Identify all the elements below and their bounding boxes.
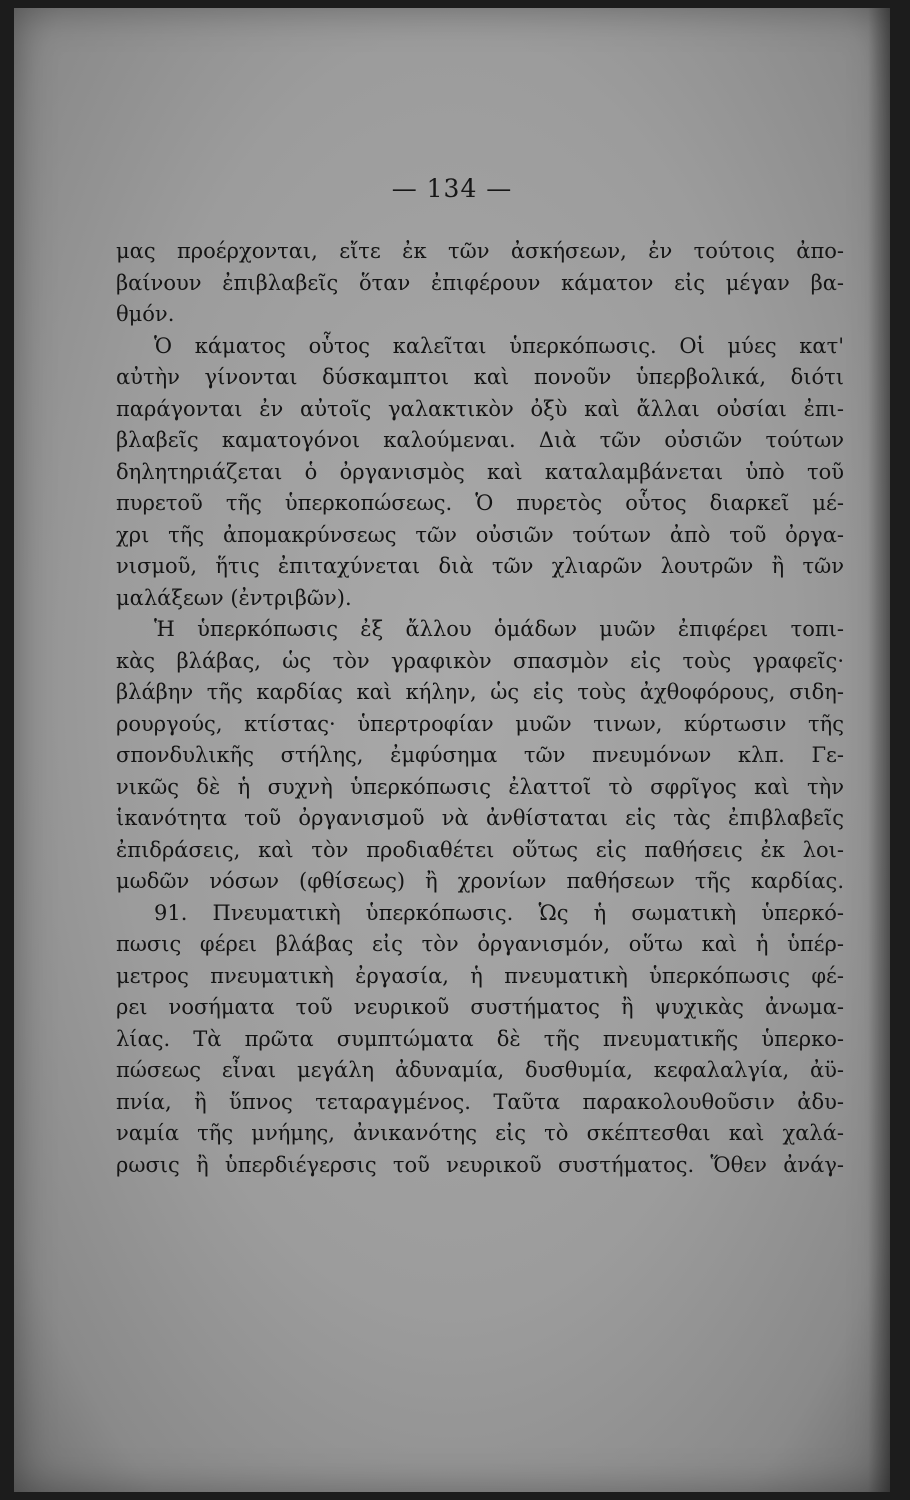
text-line: αὐτὴν γίνονται δύσκαμπτοι καὶ πονοῦν ὑπερβολικά, διότι [116,365,844,389]
text-line: πώσεως εἶναι μεγάλη ἀδυναμία, δυσθυμία, κεφαλαλγία, ἀϋ- [116,1058,844,1082]
text-line: πωσις φέρει βλάβας εἰς τὸν ὀργανισμόν, οὕτω καὶ ἡ ὑπέρ- [116,932,844,956]
text-line: ἱκανότητα τοῦ ὀργανισμοῦ νὰ ἀνθίσταται εἰς τὰς ἐπιβλαβεῖς [116,806,844,830]
text-line: Ἡ ὑπερκόπωσις ἐξ ἄλλου ὁμάδων μυῶν ἐπιφέρει τοπι- [154,617,844,641]
text-line: πνία, ἢ ὕπνος τεταραγμένος. Ταῦτα παρακολουθοῦσιν ἀδυ- [116,1089,844,1114]
page-edge-shadow [868,8,890,1492]
text-line: δηλητηριάζεται ὁ ὀργανισμὸς καὶ καταλαμβάνεται ὑπὸ τοῦ [116,459,844,484]
text-line: νισμοῦ, ἥτις ἐπιταχύνεται διὰ τῶν χλιαρῶν λουτρῶν ἢ τῶν [116,554,844,578]
text-line: παράγονται ἐν αὐτοῖς γαλακτικὸν ὀξὺ καὶ ἄλλαι οὐσίαι ἐπι- [116,396,844,421]
text-line: ναμία τῆς μνήμης, ἀνικανότης εἰς τὸ σκέπτεσθαι καὶ χαλά- [116,1121,844,1145]
text-line: 91. Πνευματικὴ ὑπερκόπωσις. Ὡς ἡ σωματικὴ ὑπερκό- [154,900,844,925]
text-line: ρει νοσήματα τοῦ νευρικοῦ συστήματος ἢ ψυχικὰς ἀνωμα- [116,995,844,1019]
text-line: βλαβεῖς καματογόνοι καλούμεναι. Διὰ τῶν οὐσιῶν τούτων [116,428,844,452]
text-line: μας προέρχονται, εἴτε ἐκ τῶν ἀσκήσεων, ἐν τούτοις ἀπο- [116,239,844,263]
text-line: θμόν. [116,302,175,326]
text-line: νικῶς δὲ ἡ συχνὴ ὑπερκόπωσις ἐλαττοῖ τὸ σφρῖγος καὶ τὴν [116,774,844,799]
text-line: σπονδυλικῆς στήλης, ἐμφύσημα τῶν πνευμόνων κλπ. Γε- [116,743,844,767]
book-page [14,8,890,1492]
page-number: — 134 — [391,174,513,203]
text-line: μαλάξεων (ἐντριβῶν). [116,585,352,610]
text-line: κὰς βλάβας, ὡς τὸν γραφικὸν σπασμὸν εἰς τοὺς γραφεῖς· [116,648,844,673]
text-line: ρωσις ἢ ὑπερδιέγερσις τοῦ νευρικοῦ συστήματος. Ὅθεν ἀνάγ- [116,1152,844,1177]
text-line: βαίνουν ἐπιβλαβεῖς ὅταν ἐπιφέρουν κάματον εἰς μέγαν βα- [116,270,844,295]
body-text [116,236,844,1181]
text-line: ἐπιδράσεις, καὶ τὸν προδιαθέτει οὕτως εἰς παθήσεις ἐκ λοι- [116,837,844,862]
text-line: Ὁ κάματος οὗτος καλεῖται ὑπερκόπωσις. Οἱ μύες κατ' [154,333,844,358]
text-line: χρι τῆς ἀπομακρύνσεως τῶν οὐσιῶν τούτων ἀπὸ τοῦ ὀργα- [116,522,844,547]
text-line: ρουργούς, κτίστας· ὑπερτροφίαν μυῶν τινων, κύρτωσιν τῆς [116,711,844,736]
text-line: πυρετοῦ τῆς ὑπερκοπώσεως. Ὁ πυρετὸς οὗτος διαρκεῖ μέ- [116,491,844,515]
text-line: λίας. Τὰ πρῶτα συμπτώματα δὲ τῆς πνευματικῆς ὑπερκο- [116,1026,844,1051]
text-line: μετρος πνευματικὴ ἐργασία, ἡ πνευματικὴ ὑπερκόπωσις φέ- [116,963,844,988]
text-line: βλάβην τῆς καρδίας καὶ κήλην, ὡς εἰς τοὺς ἀχθοφόρους, σιδη- [116,680,844,704]
text-line: μωδῶν νόσων (φθίσεως) ἢ χρονίων παθήσεων τῆς καρδίας. [116,869,844,893]
